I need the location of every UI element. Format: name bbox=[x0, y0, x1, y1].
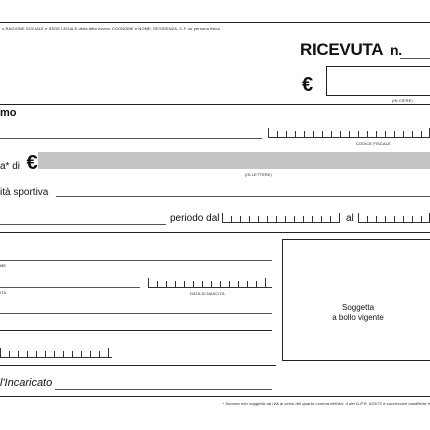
box-tick bbox=[340, 131, 341, 137]
box-tick bbox=[339, 213, 340, 222]
box-tick bbox=[256, 281, 257, 287]
box-tick bbox=[349, 131, 350, 137]
box-tick bbox=[376, 131, 377, 137]
section-divider-3 bbox=[0, 365, 276, 366]
sender-caption: o RAGIONE SOCIALE e SEDE LEGALE della ditta ovvero COGNOME e NOME, RESIDENZA, C.F. se persona fisica bbox=[2, 26, 220, 31]
box-tick bbox=[45, 351, 46, 357]
box-tick bbox=[9, 351, 10, 357]
box-tick bbox=[286, 131, 287, 137]
receipt-number-line[interactable] bbox=[400, 58, 430, 59]
box-tick bbox=[36, 351, 37, 357]
period-to-boxes[interactable] bbox=[358, 213, 430, 223]
box-tick bbox=[63, 351, 64, 357]
box-tick bbox=[27, 351, 28, 357]
period-lead-line[interactable] bbox=[0, 224, 166, 225]
box-tick bbox=[412, 216, 413, 222]
box-tick bbox=[394, 216, 395, 222]
period-from-boxes[interactable] bbox=[222, 213, 340, 223]
box-tick bbox=[331, 131, 332, 137]
box-tick bbox=[229, 281, 230, 287]
box-tick bbox=[403, 131, 404, 137]
euro-symbol-top: € bbox=[302, 74, 314, 96]
box-tick bbox=[367, 216, 368, 222]
box-tick bbox=[90, 351, 91, 357]
section-divider-2 bbox=[0, 232, 430, 233]
amount-figures-box[interactable] bbox=[326, 66, 430, 96]
box-tick bbox=[157, 281, 158, 287]
box-tick bbox=[238, 281, 239, 287]
box-tick bbox=[202, 281, 203, 287]
section-divider-1 bbox=[0, 104, 430, 105]
box-tick bbox=[265, 278, 266, 287]
box-tick bbox=[72, 351, 73, 357]
period-to-label: al bbox=[346, 213, 354, 224]
payer-label: mo bbox=[0, 107, 17, 119]
box-tick bbox=[295, 131, 296, 137]
birthdate-boxes[interactable] bbox=[148, 278, 272, 288]
box-tick bbox=[184, 281, 185, 287]
in-cifre-caption: (IN CIFRE) bbox=[392, 98, 413, 103]
extra-line-2[interactable] bbox=[0, 330, 272, 331]
box-tick bbox=[222, 213, 223, 222]
box-tick bbox=[303, 216, 304, 222]
box-tick bbox=[54, 351, 55, 357]
box-tick bbox=[330, 216, 331, 222]
footnote: * Somma non soggetta ad IVA ai sensi del quarto comma dell'Art. 4 del D.P.R. 633/72 e successive modifiche e bbox=[222, 401, 430, 406]
box-tick bbox=[376, 216, 377, 222]
box-tick bbox=[285, 216, 286, 222]
athlete-name-caption: ME bbox=[0, 263, 7, 268]
extra-line-1[interactable] bbox=[0, 313, 272, 314]
amount-label bbox=[0, 152, 38, 175]
box-tick bbox=[258, 216, 259, 222]
signature-label: l'Incaricato bbox=[0, 377, 53, 389]
box-tick bbox=[304, 131, 305, 137]
birthdate-caption: DATA DI NASCITA bbox=[190, 291, 225, 296]
box-tick bbox=[247, 281, 248, 287]
box-tick bbox=[421, 131, 422, 137]
birthplace-caption: ITA bbox=[0, 290, 7, 295]
signature-line[interactable] bbox=[55, 389, 272, 390]
box-tick bbox=[322, 131, 323, 137]
stamp-box bbox=[282, 239, 430, 361]
extra-code-boxes[interactable] bbox=[0, 348, 112, 358]
box-tick bbox=[99, 351, 100, 357]
box-tick bbox=[0, 348, 1, 357]
box-tick bbox=[403, 216, 404, 222]
box-tick bbox=[148, 278, 149, 287]
amount-letters-field[interactable] bbox=[38, 152, 430, 169]
athlete-name-line[interactable] bbox=[0, 260, 272, 261]
box-tick bbox=[18, 351, 19, 357]
box-tick bbox=[358, 131, 359, 137]
box-tick bbox=[231, 216, 232, 222]
box-tick bbox=[367, 131, 368, 137]
box-tick bbox=[108, 348, 109, 357]
box-tick bbox=[385, 216, 386, 222]
box-tick bbox=[240, 216, 241, 222]
box-tick bbox=[412, 131, 413, 137]
receipt-number-label: n. bbox=[390, 42, 402, 58]
box-tick bbox=[394, 131, 395, 137]
box-tick bbox=[166, 281, 167, 287]
euro-symbol-letters: € bbox=[26, 152, 38, 174]
activity-label: ità sportiva bbox=[0, 187, 49, 198]
box-tick bbox=[276, 216, 277, 222]
codice-fiscale-caption: CODICE FISCALE bbox=[356, 141, 391, 146]
box-tick bbox=[321, 216, 322, 222]
box-tick bbox=[294, 216, 295, 222]
box-tick bbox=[249, 216, 250, 222]
top-border bbox=[0, 22, 430, 23]
box-tick bbox=[313, 131, 314, 137]
codice-fiscale-boxes[interactable] bbox=[268, 128, 430, 138]
receipt-title bbox=[300, 40, 402, 60]
amount-label-text: a* di bbox=[0, 161, 21, 172]
receipt-title-text: RICEVUTA bbox=[300, 40, 383, 59]
bottom-border bbox=[0, 396, 430, 397]
stamp-text-line1: Soggetta bbox=[341, 303, 375, 312]
box-tick bbox=[312, 216, 313, 222]
box-tick bbox=[268, 128, 269, 137]
box-tick bbox=[81, 351, 82, 357]
box-tick bbox=[175, 281, 176, 287]
box-tick bbox=[220, 281, 221, 287]
box-tick bbox=[358, 213, 359, 222]
in-lettere-caption: (IN LETTERE) bbox=[245, 172, 272, 177]
box-tick bbox=[193, 281, 194, 287]
period-from-label: periodo dal bbox=[170, 213, 220, 224]
stamp-text-line2: a bollo vigente bbox=[332, 313, 384, 322]
stamp-text bbox=[282, 303, 430, 323]
box-tick bbox=[267, 216, 268, 222]
activity-line[interactable] bbox=[56, 196, 430, 197]
box-tick bbox=[277, 131, 278, 137]
birthplace-line[interactable] bbox=[0, 287, 140, 288]
payer-name-line[interactable] bbox=[0, 138, 262, 139]
box-tick bbox=[421, 216, 422, 222]
box-tick bbox=[385, 131, 386, 137]
box-tick bbox=[211, 281, 212, 287]
